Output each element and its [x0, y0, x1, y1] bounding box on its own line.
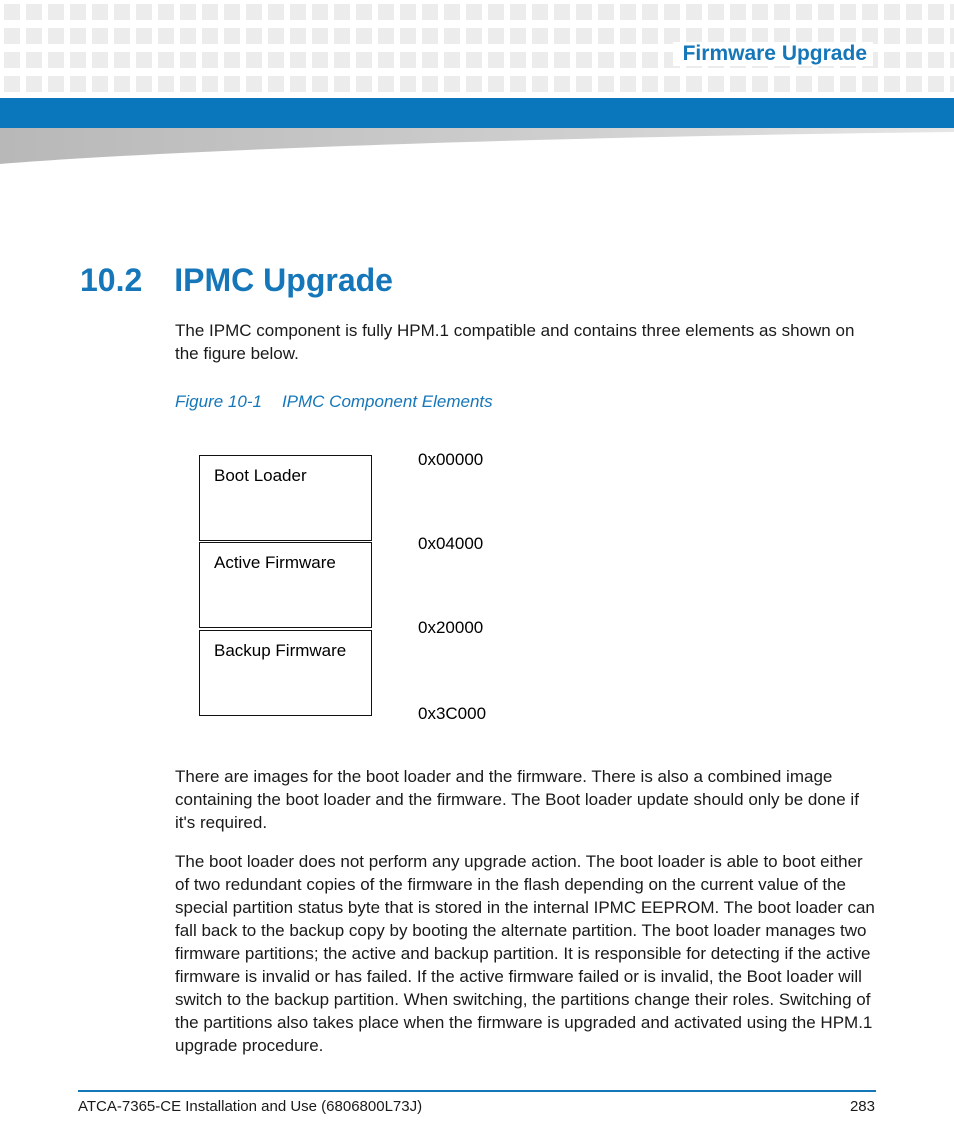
header-tile [642, 28, 658, 44]
header-tile [312, 4, 328, 20]
header-tile [510, 28, 526, 44]
header-tile [400, 4, 416, 20]
header-tile [26, 76, 42, 92]
header-tile [48, 4, 64, 20]
header-tile [114, 52, 130, 68]
header-tile [466, 76, 482, 92]
header-tile [70, 4, 86, 20]
header-tile [752, 4, 768, 20]
header-tile [180, 52, 196, 68]
header-tile [246, 28, 262, 44]
header-tile [752, 76, 768, 92]
header-tile [532, 4, 548, 20]
footer-rule [78, 1090, 876, 1092]
header-tile [642, 4, 658, 20]
header-tile [136, 52, 152, 68]
header-tile [180, 4, 196, 20]
address-label: 0x20000 [418, 618, 484, 637]
header-tile [268, 76, 284, 92]
header-tile [4, 52, 20, 68]
header-tile [818, 4, 834, 20]
header-tile [290, 28, 306, 44]
header-tile [4, 4, 20, 20]
header-tile [400, 76, 416, 92]
figure-caption [175, 392, 493, 412]
active-firmware-label: Active Firmware [214, 553, 336, 572]
header-tile [510, 52, 526, 68]
header-tile [224, 28, 240, 44]
header-tile [818, 76, 834, 92]
header-tile [26, 4, 42, 20]
header-tile [92, 76, 108, 92]
header-tile [356, 76, 372, 92]
header-tile [114, 76, 130, 92]
figure-title: IPMC Component Elements [281, 392, 493, 411]
header-tile [840, 4, 856, 20]
header-tile [224, 52, 240, 68]
header-tile [576, 4, 592, 20]
header-tile [268, 28, 284, 44]
header-tile [730, 76, 746, 92]
header-blue-bar [0, 98, 954, 128]
header-tile [796, 4, 812, 20]
header-tile [928, 4, 944, 20]
header-tile [400, 52, 416, 68]
header-tile [444, 52, 460, 68]
address-label: 0x00000 [418, 450, 484, 469]
header-tile [92, 28, 108, 44]
header-tile [620, 52, 636, 68]
header-tile [4, 76, 20, 92]
header-tile [532, 28, 548, 44]
page-number: 283 [849, 1098, 875, 1115]
header-tile [246, 4, 262, 20]
boot-loader-label: Boot Loader [214, 466, 307, 485]
header-tile [444, 28, 460, 44]
header-tile [224, 76, 240, 92]
header-tile [488, 52, 504, 68]
header-tile [114, 4, 130, 20]
section-heading [80, 262, 393, 299]
header-tile [708, 76, 724, 92]
header-tile [268, 4, 284, 20]
header-tile [554, 76, 570, 92]
header-tile [312, 52, 328, 68]
body-paragraph: The boot loader does not perform any upgrade action. The boot loader is able to boot either of two redundant copies of the firmware in the flash depending on the current value of the special partition status byte that is stored in the internal IPMC EEPROM. The boot loader can fall back to the backup copy by booting the alternate partition. The boot loader manages two firmware partitions; the active and backup partition. It is responsible for detecting if the active firmware is invalid or has failed. If the active firmware failed or is invalid, the Boot loader will switch to the backup partition. When switching, the partitions change their roles. Switching of the partitions also takes place when the firmware is upgraded and activated using the HPM.1 upgrade procedure. [175, 852, 875, 1055]
header-tile [180, 28, 196, 44]
header-tile [48, 76, 64, 92]
body-paragraph: There are images for the boot loader and the firmware. There is also a combined image containing the boot loader and the firmware. The Boot loader update should only be done if it's required. [175, 767, 859, 832]
header-tile [136, 28, 152, 44]
header-tile [158, 4, 174, 20]
header-tile [202, 52, 218, 68]
intro-paragraph: The IPMC component is fully HPM.1 compatible and contains three elements as shown on the figure below. [175, 321, 855, 363]
active-firmware-block [199, 542, 372, 628]
header-tile [4, 28, 20, 44]
header-tile [158, 52, 174, 68]
header-tile [884, 4, 900, 20]
header-tile [598, 52, 614, 68]
header-tile [422, 76, 438, 92]
boot-loader-block [199, 455, 372, 541]
section-number: 10.2 [80, 262, 143, 298]
header-tile [862, 4, 878, 20]
header-tile [92, 52, 108, 68]
header-tile [334, 76, 350, 92]
header-tile [466, 52, 482, 68]
header-tile [884, 76, 900, 92]
backup-firmware-block [199, 630, 372, 716]
header-tile [884, 28, 900, 44]
header-tile [312, 76, 328, 92]
header-tile [510, 76, 526, 92]
header-tile [510, 4, 526, 20]
header-tile [246, 52, 262, 68]
header-tile [422, 4, 438, 20]
header-tile [620, 4, 636, 20]
header-tile [466, 4, 482, 20]
header-tile [312, 28, 328, 44]
header-tile [422, 28, 438, 44]
header-tile [290, 4, 306, 20]
header-tile [730, 4, 746, 20]
header-tile [70, 52, 86, 68]
figure-number: Figure 10-1 [175, 392, 262, 411]
header-tile [642, 76, 658, 92]
header-tile [202, 76, 218, 92]
header-tile [598, 76, 614, 92]
header-tile [554, 52, 570, 68]
header-tile [686, 76, 702, 92]
header-tile [444, 4, 460, 20]
header-tile [356, 4, 372, 20]
header-tile [180, 76, 196, 92]
address-label: 0x3C000 [418, 704, 487, 723]
header-tile [444, 76, 460, 92]
header-tile [202, 28, 218, 44]
header-tile [48, 28, 64, 44]
header-tile [92, 4, 108, 20]
header-tile [554, 4, 570, 20]
header-tile [356, 28, 372, 44]
header-tile [950, 4, 954, 20]
header-tile [884, 52, 900, 68]
header-tile [664, 4, 680, 20]
header-tile [334, 52, 350, 68]
header-tile [708, 4, 724, 20]
header-tile [906, 4, 922, 20]
header-tile [48, 52, 64, 68]
address-label: 0x04000 [418, 534, 484, 553]
header-tile [70, 76, 86, 92]
header-tile [862, 76, 878, 92]
header-tile [774, 4, 790, 20]
header-tile [774, 76, 790, 92]
header-tile [158, 28, 174, 44]
header-tile [114, 28, 130, 44]
header-tile [906, 76, 922, 92]
header-tile [268, 52, 284, 68]
header-tile [928, 28, 944, 44]
header-tile [950, 28, 954, 44]
header-tile [400, 28, 416, 44]
header-tile [906, 28, 922, 44]
header-tile [906, 52, 922, 68]
header-tile [334, 4, 350, 20]
header-tile [532, 76, 548, 92]
header-tile [620, 28, 636, 44]
header-grey-swoosh [0, 128, 954, 164]
header-tile [950, 76, 954, 92]
header-tile [950, 52, 954, 68]
header-tile [532, 52, 548, 68]
header-tile [488, 28, 504, 44]
header-tile [246, 76, 262, 92]
header-tile [290, 76, 306, 92]
footer-doc-title: ATCA-7365-CE Installation and Use (6806800L73J) [78, 1098, 423, 1115]
header-tile [70, 28, 86, 44]
header-tile [928, 76, 944, 92]
header-tile [840, 76, 856, 92]
header-tile [158, 76, 174, 92]
header-tile [598, 4, 614, 20]
header-tile [378, 76, 394, 92]
header-tile [576, 76, 592, 92]
section-title: IPMC Upgrade [174, 262, 393, 298]
header-tile [26, 52, 42, 68]
header-tile [202, 4, 218, 20]
header-tile [356, 52, 372, 68]
header-tile [620, 76, 636, 92]
header-tile [576, 28, 592, 44]
header-tile [334, 28, 350, 44]
header-tile [576, 52, 592, 68]
header-tile [290, 52, 306, 68]
backup-firmware-label: Backup Firmware [214, 641, 347, 660]
header-tile [466, 28, 482, 44]
header-tile [136, 76, 152, 92]
header-tile [664, 76, 680, 92]
header-tile [422, 52, 438, 68]
header-tile [796, 76, 812, 92]
header-tile [488, 76, 504, 92]
header-tile [554, 28, 570, 44]
header-tile [136, 4, 152, 20]
header-tile [378, 4, 394, 20]
header-tile [224, 4, 240, 20]
header-tile [378, 28, 394, 44]
header-tile [26, 28, 42, 44]
header-tile [686, 4, 702, 20]
header-tile [642, 52, 658, 68]
header-tile [928, 52, 944, 68]
running-header-title: Firmware Upgrade [673, 42, 873, 66]
header-tile [598, 28, 614, 44]
header-tile [378, 52, 394, 68]
header-tile [488, 4, 504, 20]
